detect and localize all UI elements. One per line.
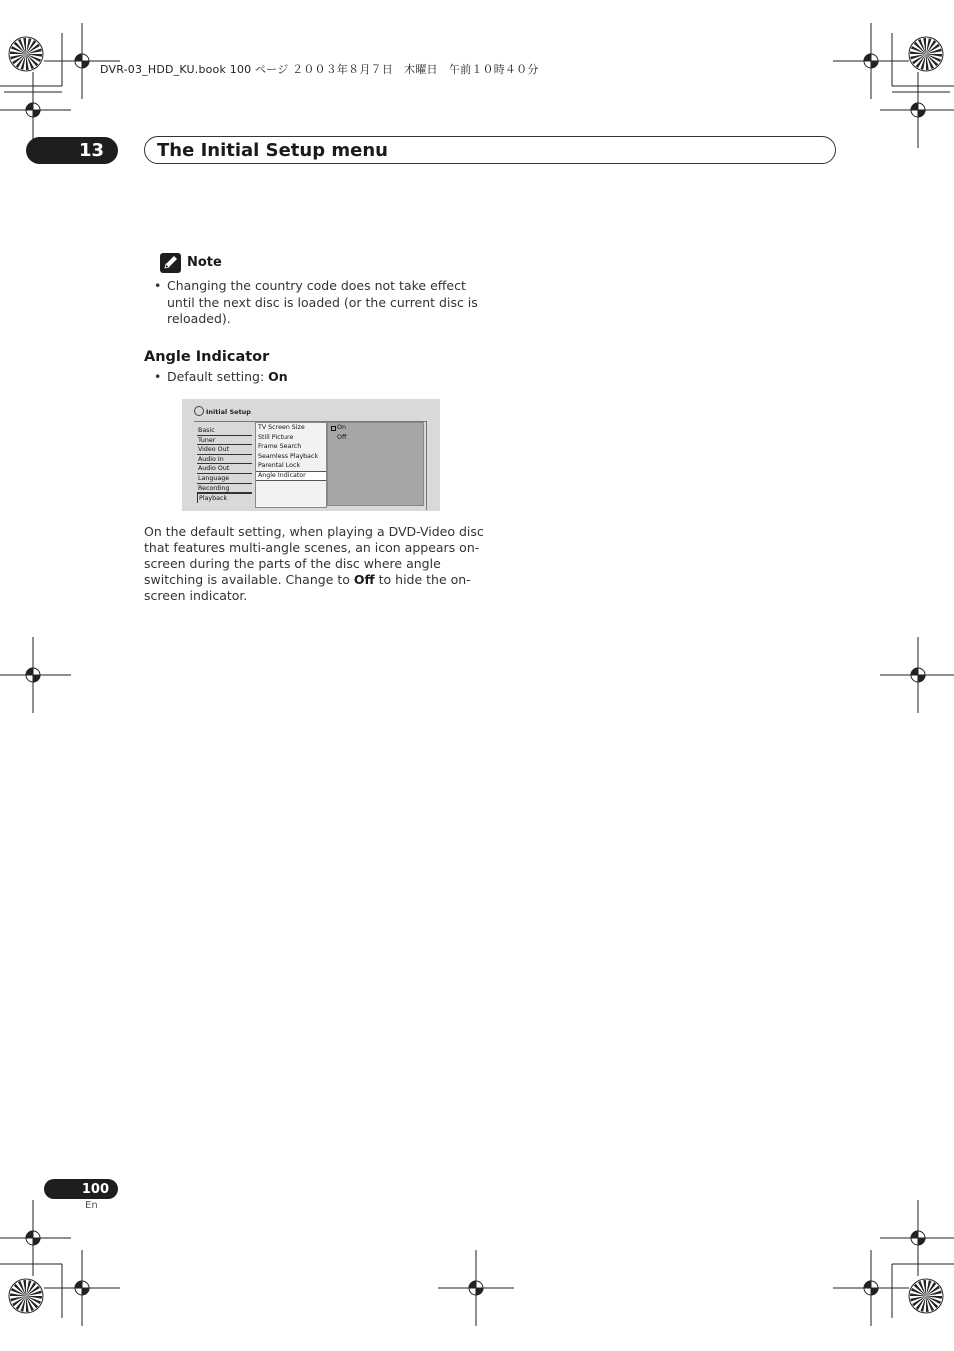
bullet-dot: • [154,278,162,293]
menu-option-item: TV Screen Size [258,424,305,431]
menu-category-item: Language [197,474,252,484]
default-setting-value: On [268,369,288,384]
menu-value-panel [327,422,424,506]
default-setting-prefix: Default setting: [167,369,269,384]
menu-option-item: Frame Search [258,443,302,451]
menu-category-item-selected: Playback [197,493,252,503]
disc-icon [194,406,204,416]
menu-category-item: Tuner [197,436,252,446]
starburst-mark [9,37,43,71]
setup-menu-screenshot [182,399,440,511]
page-number-tab: 100 [44,1179,118,1199]
registration-mark [833,23,909,99]
selection-box-icon [331,426,336,431]
note-bullet [154,278,482,328]
body-paragraph: On the default setting, when playing a DVD-Video disc that features multi-angle scenes, an icon appears on-screen during the parts of the disc where angle switching is available. Change to Off to hide the on-screen indicator. [144,524,484,603]
menu-value-item-selected: On [328,423,423,433]
bullet-dot: • [154,369,162,384]
menu-category-item: Audio Out [197,464,252,474]
menu-category-item: Recording [197,484,252,494]
off-value: Off [353,572,375,587]
note-label: Note [187,255,222,270]
default-setting-bullet [154,369,288,386]
menu-category-item: Audio In [197,455,252,465]
menu-title: Initial Setup [206,408,251,416]
starburst-mark [909,1279,943,1313]
section-heading: Angle Indicator [144,349,270,365]
language-label: En [85,1200,98,1211]
starburst-mark [909,37,943,71]
menu-value-item: Off [337,433,347,441]
chapter-number-tab: 13 [26,137,118,164]
chapter-title: The Initial Setup menu [157,139,388,161]
registration-mark [880,637,954,713]
chapter-title-bar [144,136,836,164]
registration-mark [0,1200,71,1276]
menu-option-list [255,422,327,508]
registration-mark [833,1250,909,1326]
menu-option-item: Parental Lock [258,462,301,470]
registration-mark [0,637,71,713]
note-bullet-text: Changing the country code does not take effect until the next disc is loaded (or the current disc is reloaded). [167,278,478,326]
menu-category-item: Basic [197,426,252,436]
registration-mark [880,72,954,148]
print-header: DVR-03_HDD_KU.book 100 ページ ２００３年８月７日 木曜日 午前１０時４０分 [100,63,539,76]
starburst-mark [9,1279,43,1313]
registration-mark [44,1250,120,1326]
pencil-icon [160,253,181,273]
registration-mark [880,1200,954,1276]
menu-category-item: Video Out [197,445,252,455]
menu-option-item: Seamless Playback [258,452,319,460]
menu-option-item: Still Picture [258,433,294,441]
menu-option-item-selected: Angle Indicator [256,471,326,481]
menu-category-list [197,426,252,503]
registration-mark [438,1250,514,1326]
